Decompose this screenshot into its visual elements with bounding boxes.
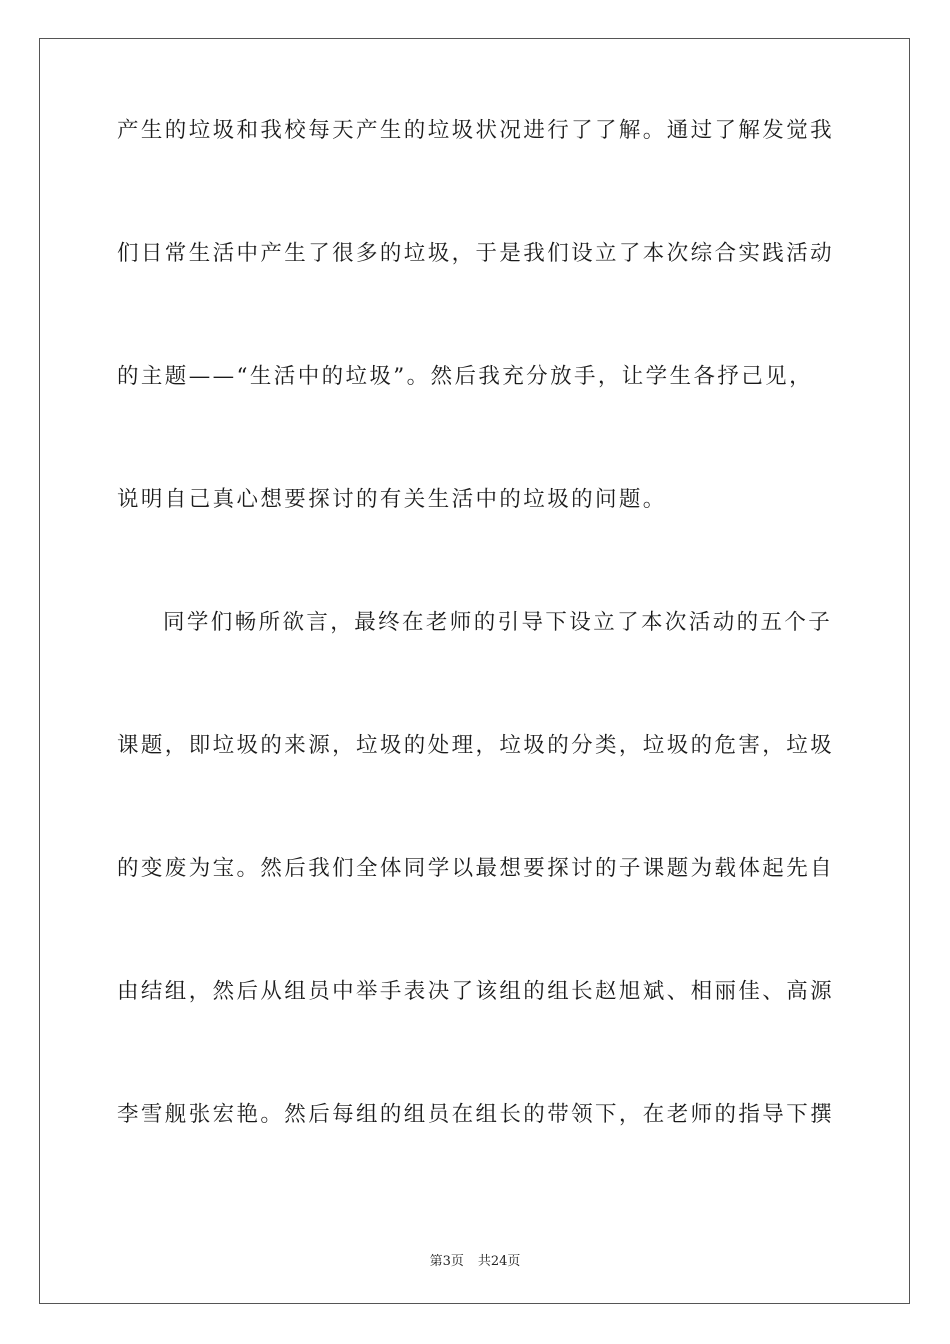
text-line: 课题，即垃圾的来源，垃圾的处理，垃圾的分类，垃圾的危害，垃圾 <box>117 733 835 758</box>
text-line: 们日常生活中产生了很多的垃圾，于是我们设立了本次综合实践活动 <box>117 241 835 266</box>
text-line: 李雪舰张宏艳。然后每组的组员在组长的带领下，在老师的指导下撰 <box>117 1102 835 1127</box>
page-footer <box>0 1250 950 1269</box>
text-line: 产生的垃圾和我校每天产生的垃圾状况进行了了解。通过了解发觉我 <box>117 118 835 143</box>
page-number: 第3页 <box>429 1254 464 1269</box>
text-line: 的主题——“生活中的垃圾”。然后我充分放手，让学生各抒己见， <box>117 364 813 389</box>
text-line: 的变废为宝。然后我们全体同学以最想要探讨的子课题为载体起先自 <box>117 856 835 881</box>
document-body <box>117 118 835 1227</box>
page-total: 共24页 <box>477 1254 521 1269</box>
text-line: 说明自己真心想要探讨的有关生活中的垃圾的问题。 <box>117 487 667 512</box>
text-line: 由结组，然后从组员中举手表决了该组的组长赵旭斌、相丽佳、高源 <box>117 979 835 1004</box>
paragraph-first-line: 同学们畅所欲言，最终在老师的引导下设立了本次活动的五个子 <box>163 610 833 635</box>
